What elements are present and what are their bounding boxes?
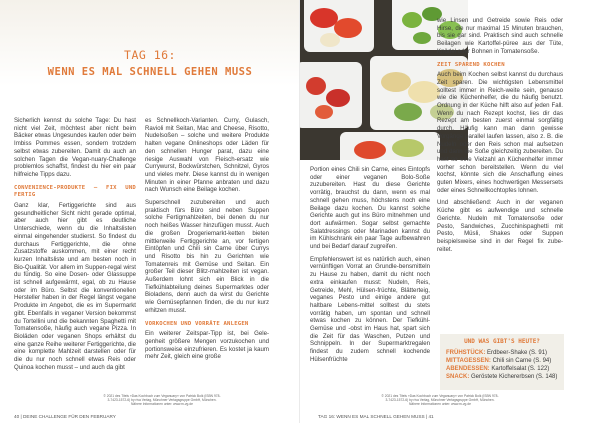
menu-text: Kartoffelsalat (S. 122) [491, 366, 550, 372]
subheading-convenience: CONVENIENCE-PRODUKTE – FIX UND FERTIG [14, 184, 136, 199]
paragraph: Ein weiterer Zeitspar-Tipp ist, bei Gele-genheit größere Mengen vorzukochen und portionsweise einzufrieren. Es kostet ja kaum mehr Zeit, gleich eine große [145, 330, 269, 361]
subheading-zeit-sparend: ZEIT SPAREND KOCHEN [437, 61, 505, 68]
menu-list [440, 345, 564, 381]
chapter-title: WENN ES MAL SCHNELL GEHEN MUSS [47, 66, 253, 78]
menu-item-snack [446, 373, 558, 381]
copyright-notice: © 2021 des Titels »Das Kochbuch zum Veganuary« von Patrick Bolk (ISBN 978-3-7423-1572-6) by riva Verlag, Münchner Verlagsgruppe GmbH, München. Nähere Informationen unter: www.m-vg.de [103, 394, 221, 406]
paragraph: Auch beim Kochen selbst kannst du durchaus Zeit sparen. Die wichtigsten Lebensmittel solltest immer in Reich-weite sein, genauso wie die Küchenhelfer, die du häufig benutzt. Ordnung in der Küche hilft also auf jeden Fall. Wenn du nach Rezept kochst, lies dir das Rezept am besten zuerst einmal sorgfältig durch. Häufig kann man dann gewisse Vorgänge parallel laufen lassen, also z. B. die Nudeln oder den Reis schon mal aufsetzen und dann die Soße gleichzeitig zubereiten. Du hast so eine Vielzahl an Küchenhelfer immer vorher schon bereitstellen. Wenn du viel kochst, könnte sich die Anschaffung eines guten Mixers, eines hochwertigen Messersets oder eines Schnellkochtopfes lohnen. [437, 71, 563, 194]
menu-item-lunch [446, 357, 558, 365]
left-column-1 [14, 117, 136, 377]
info-box-title: UND WAS GIBT'S HEUTE? [464, 338, 540, 345]
menu-label: MITTAGESSEN: [446, 358, 491, 364]
menu-label: FRÜHSTÜCK: [446, 350, 486, 356]
day-title: TAG 16: [124, 48, 176, 62]
left-column-2 [145, 117, 269, 366]
paragraph: Empfehlenswert ist es natürlich auch, einen vernünftigen Vorrat an Grundle-bensmitteln zu Hause zu haben, damit du nicht noch extra einkaufen musst: Nudeln, Reis, Getreide, Mehl, Hülsen-früchte, Blätterteig, veganes Pesto und einige andere gut haltbare Lebens-mittel solltest du stets vorrätig haben, um spontan und schnell etwas kochen zu können. Der Tiefkühl-Gemüse und -obst im Haus hat, spart sich die Zeit für das Waschen, Putzen und Schnippeln. In der Supermarktregalen findest du zudem schnell kochende Hülsenfrüchte [310, 255, 430, 363]
menu-text: Chili sin Carne (S. 94) [492, 358, 552, 364]
copyright-notice: © 2021 des Titels »Das Kochbuch zum Veganuary« von Patrick Bolk (ISBN 978-3-7423-1572-6) by riva Verlag, Münchner Verlagsgruppe GmbH, München. Nähere Informationen unter: www.m-vg.de [381, 394, 499, 406]
menu-label: ABENDESSEN: [446, 366, 490, 372]
right-column-1 [310, 166, 430, 369]
paragraph: es Schnellkoch-Varianten. Curry, Gulasch, Ravioli mit Seitan, Mac and Cheese, Risotto, Nudelsoßen – solche und weitere Produkte halten vegane Onlineshops oder Läden für den schnellen Hunger parat, dazu eine riesige Auswahl von Fleisch-ersatz wie Currywurst, Bockwürstchen, Schnitzel, Gyros und vieles mehr. Diese kannst du in wenigen Minuten in einer Pfanne anbraten und dazu nach Wunsch eine Beilage kochen. [145, 117, 269, 194]
menu-label: SNACK: [446, 374, 470, 380]
convenience-paragraph: Ganz klar, Fertiggerichte sind aus gesundheitlicher Sicht nicht gerade optimal, aber auch hier gibt es deutliche Unterschiede, wenn du die Inhaltslisten einmal eingehender studierst. So findest du durchaus Fertiggerichte, die ohne Zusatzstoffe auskommen, mit einer recht kurzen Inhaltsliste und am besten noch in Bio-Qualität. Vor allem im Suppen-regal wirst du fündig. So eine Dosen- oder Glassuppe ist schnell aufgewärmt, egal, ob zu Hause oder im Büro. Selbst die konventionellen Hersteller haben in der Regel längst vegane Produkte im Angebot, die es im Supermarkt gibt. Ebenfalls in veganer Version bekommst du Tortellini und die bekannten Spaghetti mit Tomatensoße, häufig auch vegane Pizza. In Bioläden oder veganen Shops erhältst du eine ganze Reihe weiterer Fertiggerichte, die eine komplette Mahlzeit darstellen oder für die du nur noch schnell etwas Reis oder Quinoa kochen musst – und auch da gibt [14, 202, 136, 371]
paragraph: Superschnell zuzubereiten und auch praktisch fürs Büro sind neben Suppen solche Fertigmahlzeiten, bei denen du nur noch heißes Wasser hinzufügen musst. Auch die großen Drogeriemarkt-ketten bieten mittlerweile Fertiggerichte an, vor fertigen Eintöpfen und Chili sin Carne über Currys und Risotto bis hin zu Gerichten wie Tomatenreis mit Gemüse und Seitan. Ein großer Teil dieser Blitz-mahlzeiten ist vegan. Außerdem lohnt sich ein Blick in die Tiefkühlabteilung deines Supermarktes oder Bioladens, denn auch da wirst du Gerichte wie Gemüsepfannen finden, die du nur kurz erhitzen musst. [145, 199, 269, 314]
paragraph: Und abschließend: Auch in der veganen Küche gibt es aufwendige und schnelle Gerichte. Nudeln mit Tomatensoße oder Pesto, Sandwiches, Zucchinispaghetti mit Pesto, Müsli, Shakes oder Suppen beispielsweise sind in der Regel fix zube-reitet. [437, 199, 563, 253]
page-footer-right: TAG 16: WENN ES MAL SCHNELL GEHEN MUSS | 41 [318, 414, 434, 419]
menu-item-breakfast [446, 349, 558, 357]
menu-item-dinner [446, 365, 558, 373]
subheading-vorkochen: VORKOCHEN UND VORRÄTE ANLEGEN [145, 320, 249, 327]
menu-info-box [440, 334, 564, 390]
intro-paragraph: Sicherlich kennst du solche Tage: Du hast nicht viel Zeit, möchtest aber nicht beim Bäcker etwas Ungesundes kaufen oder beim Imbiss Pommes essen, sondern trotzdem selbst etwas zubereiten. Damit du auch an solchen Tagen die Vegan-nuary-Challenge problemlos schaffst, findest du hier ein paar hilfreiche Tipps dazu. [14, 117, 136, 178]
paragraph: wie Linsen und Getreide sowie Reis oder Hirse, die nur maximal 15 Minuten brauchen, bis sie gar sind. Praktisch sind auch schnelle Beilagen wie Kartoffel-püree aus der Tüte, Knödel oder Bohnen in Tomatensoße. [437, 17, 563, 55]
page-footer-left: 40 | DEINE CHALLENGE FÜR DEN FEBRUARY [14, 414, 116, 419]
right-column-2 [437, 17, 563, 258]
menu-text: Geröstete Kichererbsen (S. 148) [471, 374, 558, 380]
right-page [300, 0, 600, 423]
menu-text: Erdbeer-Shake (S. 91) [487, 350, 548, 356]
paragraph: Portion eines Chili sin Carne, eines Eintopfs oder einer veganen Bolo-Soße zuzubereiten. Hast du diese Gerichte vorrätig, brauchst du dann, wenn es mal schnell gehen muss, höchstens noch eine Beilage dazu kochen. Du kannst solche Gerichte auch gut ins Büro mitnehmen und dort aufwärmen. Sogar selbst gemachte Salatdressings oder Marinaden kannst du im Kühlschrank ein paar Tage aufbewahren und bei Bedarf darauf zugreifen. [310, 166, 430, 251]
